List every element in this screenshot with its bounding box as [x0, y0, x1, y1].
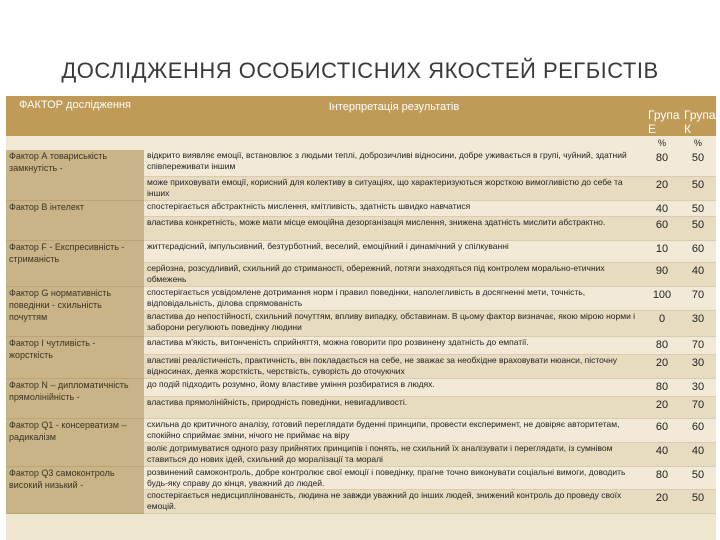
factor-cell [6, 150, 144, 200]
factor-cell [6, 466, 144, 513]
percent-row [6, 136, 716, 150]
group-k-value: 70 [680, 396, 716, 418]
header-factor: ФАКТОР дослідження [19, 99, 131, 111]
table-row [6, 200, 716, 216]
group-k-value: 60 [680, 418, 716, 442]
group-e-value: 80 [644, 378, 680, 396]
table-row [6, 240, 716, 262]
table-row [6, 466, 716, 489]
factor-label: Фактор I чутливість - жорсткість [9, 337, 96, 360]
factor-label: Фактор Q3 самоконтроль високий низький - [9, 467, 115, 490]
group-k-value: 30 [680, 378, 716, 396]
group-k-value: 70 [680, 286, 716, 310]
table-row [6, 336, 716, 354]
interpretation-text: спостерігається усвідомлене дотримання норм і правил поведінки, наполегливість в досягненні мети, точність, відповідальність, ділова спрямованість [144, 286, 644, 310]
group-e-value: 10 [644, 240, 680, 262]
header-interpretation: Інтерпретація результатів [328, 101, 460, 113]
interpretation-text: життєрадісний, імпульсивний, безтурботний, веселий, емоційний і динамічний у спілкуванні [144, 240, 644, 262]
group-k-value: 30 [680, 354, 716, 378]
interpretation-text: воліє дотримуватися одного разу прийнятих принципів і понять, не схильний їх аналізувати і переглядати, із сумнівом ставиться до нових ідей, схильний до моралізації та моралі [144, 442, 644, 466]
results-table [6, 96, 716, 540]
interpretation-text: властива прямолінійність, природність поведінки, невигадливості. [144, 396, 644, 418]
interpretation-text: спостерігається недисциплінованість, людина не завжди уважний до інших людей, знижений контроль до проведу своїх емоцій. [144, 489, 644, 513]
percent-e: % [644, 136, 680, 150]
factor-label: Фактор А товариськість замкнутість - [9, 151, 108, 173]
group-k-value: 50 [680, 466, 716, 489]
group-e-value: 60 [644, 418, 680, 442]
factor-cell [6, 418, 144, 466]
table-header [6, 96, 716, 136]
interpretation-text: розвинений самоконтроль, добре контролює свої емоції і поведінку, прагне точно виконувати соціальні вимоги, доводить будь-яку справу до кінця, уважний до людей. [144, 466, 644, 489]
group-e-value: 20 [644, 354, 680, 378]
group-e-value: 20 [644, 396, 680, 418]
group-e-value: 20 [644, 176, 680, 200]
group-e-value: 0 [644, 310, 680, 336]
percent-k: % [680, 136, 716, 150]
group-e-value: 60 [644, 216, 680, 240]
interpretation-text: відкрито виявляє емоції, встановлює з людьми теплі, доброзичливі відносини, добре уживається в групі, чуйний, здатний співпереживати іншим [144, 150, 644, 176]
group-k-value: 50 [680, 176, 716, 200]
factor-label: Фактор В інтелект [9, 201, 85, 212]
factor-cell [6, 200, 144, 240]
interpretation-text: властива до непостійності, схильний почуттям, впливу випадку, обставинам. В цьому фактор визначає, якою мірою норми і заборони регулюють поведінку людини [144, 310, 644, 336]
factor-cell [6, 378, 144, 418]
interpretation-text: властива конкретність, може мати місце емоційна дезорганізація мислення, знижена здатність мислити абстрактно. [144, 216, 644, 240]
factor-label: Фактор G нормативність поведінки - схильність почуттям [9, 287, 112, 322]
interpretation-text: властива м'якість, витонченість сприйняття, можна говорити про розвинену здатність до емпатії. [144, 336, 644, 354]
table-row [6, 378, 716, 396]
group-k-value: 50 [680, 150, 716, 176]
interpretation-text: може приховувати емоції, корисний для колективу в ситуаціях, що характеризуються жорсткою вимогливістю до себе та інших [144, 176, 644, 200]
factor-cell [6, 240, 144, 286]
factor-cell [6, 336, 144, 378]
table-row [6, 286, 716, 310]
group-e-value: 80 [644, 466, 680, 489]
group-e-value: 40 [644, 442, 680, 466]
interpretation-text: до подій підходить розумно, йому властиве уміння розбиратися в людях. [144, 378, 644, 396]
interpretation-text: спостерігається абстрактність мислення, кмітливість, здатність швидко навчатися [144, 200, 644, 216]
group-e-value: 90 [644, 262, 680, 286]
group-e-value: 20 [644, 489, 680, 513]
group-k-value: 40 [680, 442, 716, 466]
group-k-value: 70 [680, 336, 716, 354]
group-k-value: 30 [680, 310, 716, 336]
group-k-value: 40 [680, 262, 716, 286]
group-e-value: 80 [644, 336, 680, 354]
header-group-k: Група К [684, 108, 716, 136]
factor-label: Фактор Q1 - консерватизм – радикалізм [9, 419, 127, 442]
interpretation-text: серйозна, розсудливий, схильний до стриманості, обережний, потяги знаходяться під контролем морально-етичних обмежень [144, 262, 644, 286]
group-e-value: 100 [644, 286, 680, 310]
interpretation-text: схильна до критичного аналізу, готовий переглядати буденні принципи, провести експеримент, не довіряє авторитетам, спокійно сприймає зміни, нічого не приймає на віру [144, 418, 644, 442]
header-group-e: Група Е [648, 108, 680, 136]
page-title: ДОСЛІДЖЕННЯ ОСОБИСТІСНИХ ЯКОСТЕЙ РЕГБІСТІВ [61, 58, 659, 83]
table-row [6, 150, 716, 176]
factor-label: Фактор F - Експресивність - стриманість [9, 241, 125, 264]
group-e-value: 80 [644, 150, 680, 176]
group-k-value: 50 [680, 489, 716, 513]
interpretation-text: властиві реалістичність, практичність, він покладається на себе, не зважає за необхідне враховувати нюанси, пісточну відносинах, деяка жорсткість, черствість, суворість до оточуючих [144, 354, 644, 378]
factor-cell [6, 286, 144, 336]
group-k-value: 50 [680, 200, 716, 216]
group-k-value: 50 [680, 216, 716, 240]
factor-label: Фактор N – дипломатичність прямолінійність - [9, 379, 129, 402]
group-e-value: 40 [644, 200, 680, 216]
table-row [6, 418, 716, 442]
group-k-value: 60 [680, 240, 716, 262]
